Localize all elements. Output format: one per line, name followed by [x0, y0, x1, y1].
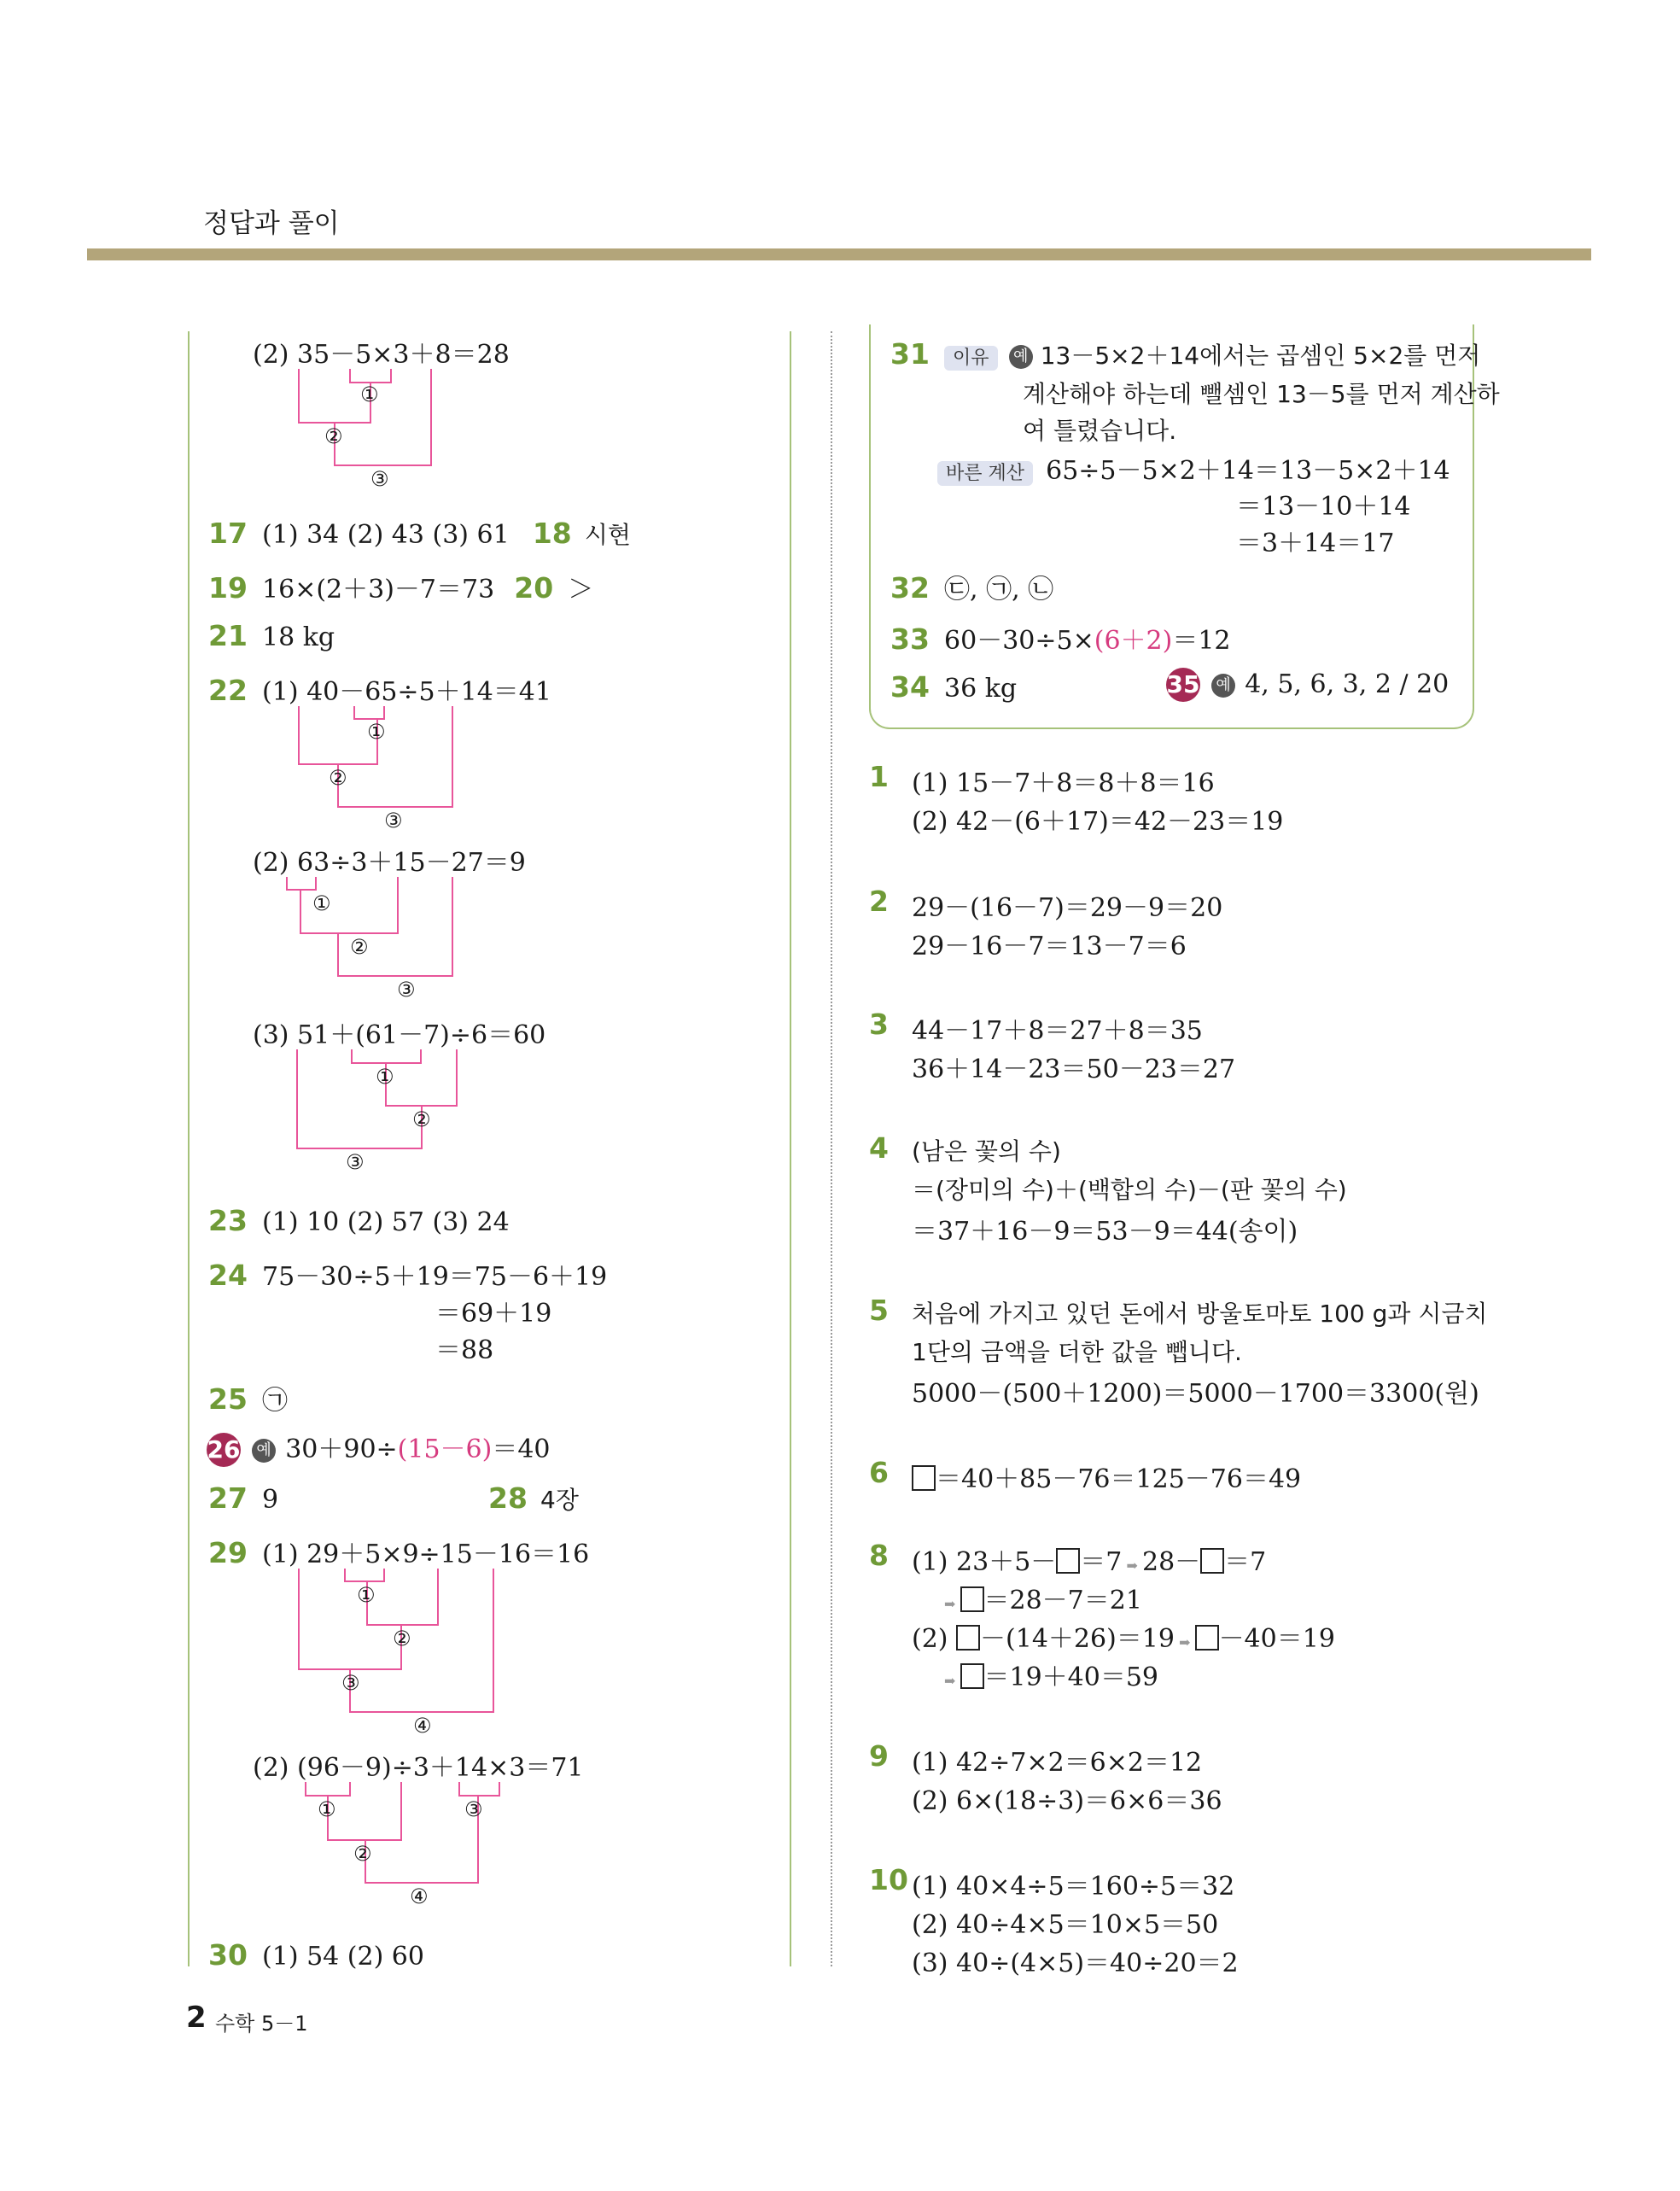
q31-number: 31: [890, 337, 930, 371]
a2-line2: 29－16－7＝13－7＝6: [912, 932, 1187, 961]
q24-line1: 75－30÷5＋19＝75－6＋19: [262, 1262, 608, 1292]
a4-line2: ＝(장미의 수)＋(백합의 수)－(판 꽃의 수): [912, 1176, 1347, 1204]
order-marker: ④: [410, 1884, 429, 1908]
book-label: 수학 5－1: [215, 2012, 308, 2036]
q17-answer: (1) 34 (2) 43 (3) 61: [262, 520, 510, 550]
q30-number: 30: [208, 1938, 248, 1972]
order-marker: ④: [413, 1714, 432, 1738]
a8-line2: [944, 1579, 1142, 1616]
q31-reason-line3: 여 틀렸습니다.: [1023, 417, 1177, 445]
q29-part1: (1) 29＋5×9÷15－16＝16: [262, 1540, 590, 1569]
q16-part2: (2) 35－5×3＋8＝28: [253, 340, 510, 370]
q22-number: 22: [208, 674, 248, 707]
order-marker: ①: [357, 1583, 376, 1607]
a8-line3a: (2): [912, 1624, 957, 1654]
q35-badge: 35: [1166, 668, 1200, 702]
q28-number: 28: [488, 1481, 528, 1515]
a5-line3: 5000－(500＋1200)＝5000－1700＝3300(원): [912, 1379, 1479, 1409]
q19-number: 19: [208, 571, 248, 605]
a4-number: 4: [869, 1131, 889, 1165]
blank-box: [912, 1465, 936, 1491]
q34-answer: 36 kg: [944, 674, 1018, 704]
right-arrow-icon: ➡: [1126, 1557, 1138, 1574]
order-marker: ②: [412, 1107, 431, 1131]
a9-number: 9: [869, 1739, 889, 1773]
a8-line1a: (1) 23＋5－: [912, 1547, 1057, 1577]
a10-line2: (2) 40÷4×5＝10×5＝50: [912, 1910, 1219, 1940]
q33-answer-paren: (6＋2): [1094, 626, 1173, 656]
q21-number: 21: [208, 619, 248, 652]
q26-answer-pre: 30＋90÷: [285, 1434, 398, 1464]
a4-line3: ＝37＋16－9＝53－9＝44(송이): [912, 1217, 1298, 1247]
a6-number: 6: [869, 1456, 889, 1489]
a1-number: 1: [869, 760, 889, 793]
blank-box: [960, 1586, 984, 1612]
a5-line2: 1단의 금액을 더한 값을 뺍니다.: [912, 1338, 1242, 1366]
order-marker: ③: [397, 978, 416, 1002]
a5-number: 5: [869, 1294, 889, 1327]
q32-row: [890, 568, 1053, 605]
q23-answer: (1) 10 (2) 57 (3) 24: [262, 1207, 510, 1237]
q26-answer-paren: (15－6): [397, 1434, 493, 1464]
a3-line1: 44－17＋8＝27＋8＝35: [912, 1016, 1203, 1046]
a6-row: [912, 1458, 1301, 1495]
a2-line1: 29－(16－7)＝29－9＝20: [912, 893, 1223, 923]
right-arrow-icon: ➡: [944, 1596, 956, 1612]
q26-answer-post: ＝40: [492, 1434, 551, 1464]
q18-answer: 시현: [584, 521, 631, 549]
a10-line3: (3) 40÷(4×5)＝40÷20＝2: [912, 1949, 1239, 1978]
a8-line3c: －40＝19: [1218, 1624, 1335, 1654]
q22-part3: (3) 51＋(61－7)÷6＝60: [253, 1020, 546, 1050]
a10-line1: (1) 40×4÷5＝160÷5＝32: [912, 1872, 1235, 1902]
order-marker: ②: [329, 766, 347, 790]
q31-calc-row: [937, 449, 1450, 487]
order-marker: ③: [341, 1671, 360, 1695]
q31-example-icon: 예: [1009, 345, 1033, 369]
a8-line1: [912, 1540, 1266, 1578]
q32-number: 32: [890, 571, 930, 605]
a8-line4-text: ＝19＋40＝59: [983, 1662, 1159, 1692]
order-marker: ①: [360, 383, 379, 406]
q21-answer: 18 kg: [262, 622, 335, 652]
q24-line3: ＝88: [435, 1335, 494, 1365]
a8-number: 8: [869, 1539, 889, 1572]
a8-line4: [944, 1656, 1158, 1693]
order-marker: ①: [318, 1797, 336, 1821]
a9-line1: (1) 42÷7×2＝6×2＝12: [912, 1748, 1203, 1778]
order-marker: ①: [376, 1065, 394, 1089]
q26-badge: 26: [207, 1433, 241, 1467]
q23-number: 23: [208, 1204, 248, 1237]
blank-box: [956, 1625, 980, 1651]
page-number: 2: [186, 2001, 207, 2035]
q33-row: [890, 619, 1231, 657]
a3-number: 3: [869, 1008, 889, 1041]
q29-part2: (2) (96－9)÷3＋14×3＝71: [253, 1753, 584, 1783]
q22-part2: (2) 63÷3＋15－27＝9: [253, 848, 526, 878]
q33-number: 33: [890, 622, 930, 656]
a5-line1: 처음에 가지고 있던 돈에서 방울토마토 100 g과 시금치: [912, 1300, 1488, 1328]
q30-answer: (1) 54 (2) 60: [262, 1942, 424, 1972]
order-marker: ②: [353, 1842, 372, 1866]
order-marker: ②: [393, 1627, 411, 1651]
page-header-title: 정답과 풀이: [203, 208, 340, 239]
a3-line2: 36＋14－23＝50－23＝27: [912, 1055, 1236, 1084]
q27-number: 27: [208, 1481, 248, 1515]
q19-answer: 16×(2＋3)－7＝73: [262, 575, 495, 605]
q31-reason-line2: 계산해야 하는데 뺄셈인 13－5를 먼저 계산하: [1023, 380, 1500, 408]
order-marker: ③: [370, 467, 389, 491]
q31-calc-line2: ＝13－10＋14: [1236, 492, 1411, 522]
q31-calc-tag: 바른 계산: [937, 461, 1033, 486]
q31-calc-line1: 65÷5－5×2＋14＝13－5×2＋14: [1046, 456, 1450, 486]
blank-box: [1200, 1548, 1224, 1574]
order-marker: ③: [464, 1797, 483, 1821]
q34-row: [890, 670, 1017, 704]
q31-reason-line1: 13－5×2＋14에서는 곱셈인 5×2를 먼저: [1040, 342, 1481, 370]
q18-number: 18: [532, 517, 572, 550]
a10-number: 10: [869, 1863, 908, 1896]
a8-line2-text: ＝28－7＝21: [983, 1586, 1142, 1615]
q24-number: 24: [208, 1259, 248, 1292]
q24-line2: ＝69＋19: [435, 1299, 552, 1329]
a8-line1c: 28－: [1141, 1547, 1201, 1577]
q29-number: 29: [208, 1536, 248, 1569]
q31-row: [890, 337, 1480, 371]
q35-answer: 4, 5, 6, 3, 2 / 20: [1245, 669, 1450, 699]
a8-line3: [912, 1617, 1335, 1655]
a1-line2: (2) 42－(6＋17)＝42－23＝19: [912, 807, 1284, 837]
q20-number: 20: [514, 571, 554, 605]
q35-example-icon: 예: [1211, 674, 1235, 698]
order-marker: ①: [312, 891, 331, 915]
a9-line2: (2) 6×(18÷3)＝6×6＝36: [912, 1786, 1222, 1816]
a8-line1d: ＝7: [1224, 1547, 1267, 1577]
a8-line1b: ＝7: [1080, 1547, 1123, 1577]
blank-box: [1195, 1625, 1219, 1651]
q31-calc-line3: ＝3＋14＝17: [1236, 529, 1395, 558]
a1-line1: (1) 15－7＋8＝8＋8＝16: [912, 768, 1215, 798]
a4-line1: (남은 꽃의 수): [912, 1137, 1061, 1166]
a8-line3b: －(14＋26)＝19: [980, 1624, 1175, 1654]
a2-number: 2: [869, 885, 889, 918]
q25-answer: ㉠: [262, 1386, 289, 1416]
right-arrow-icon: ➡: [1179, 1634, 1191, 1651]
right-arrow-icon: ➡: [944, 1673, 956, 1689]
q31-reason-tag: 이유: [944, 346, 998, 371]
order-marker: ③: [384, 809, 403, 833]
blank-box: [960, 1663, 984, 1689]
q35-row: [1166, 668, 1449, 702]
blank-box: [1056, 1548, 1080, 1574]
q17-number: 17: [208, 517, 248, 550]
order-marker: ②: [350, 935, 369, 959]
order-marker: ②: [324, 424, 343, 448]
order-marker: ③: [346, 1150, 365, 1174]
q22-part1: (1) 40－65÷5＋14＝41: [262, 677, 551, 707]
q33-answer-post: ＝12: [1172, 626, 1231, 656]
q20-answer: ＞: [568, 575, 594, 605]
q32-answer: ㉢, ㉠, ㉡: [944, 575, 1054, 605]
q26-example-icon: 예: [252, 1439, 276, 1463]
q33-answer-pre: 60－30÷5×: [944, 626, 1094, 656]
q25-number: 25: [208, 1382, 248, 1416]
order-marker: ①: [367, 720, 386, 744]
q34-number: 34: [890, 670, 930, 704]
q27-answer: 9: [262, 1485, 279, 1515]
a6-answer: ＝40＋85－76＝125－76＝49: [936, 1464, 1302, 1494]
q28-answer: 4장: [540, 1486, 579, 1514]
